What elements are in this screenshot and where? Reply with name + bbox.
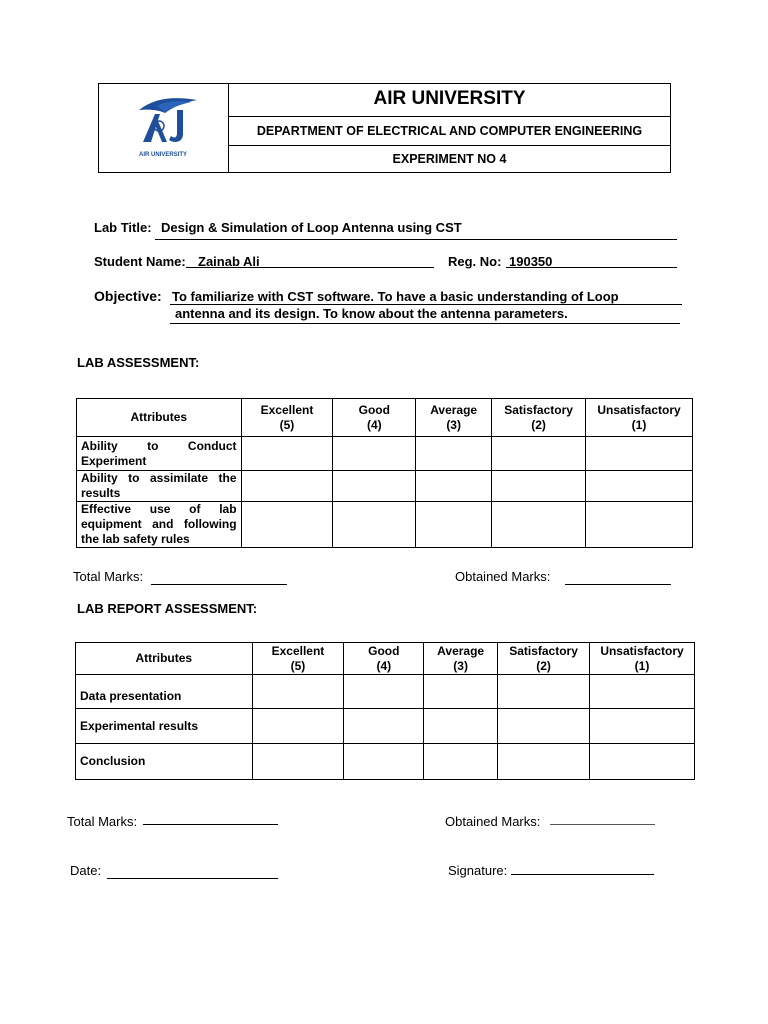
report-obtained-marks-underline[interactable] bbox=[550, 824, 655, 825]
report-total-marks-label: Total Marks: bbox=[67, 814, 138, 829]
column-header-satisfactory: Satisfactory (2) bbox=[498, 643, 590, 675]
column-header-excellent: Excellent (5) bbox=[252, 643, 344, 675]
score-cell[interactable] bbox=[424, 675, 498, 709]
table-row bbox=[76, 709, 695, 744]
lab-report-heading: LAB REPORT ASSESSMENT: bbox=[77, 601, 258, 616]
column-header-satisfactory: Satisfactory (2) bbox=[492, 399, 586, 437]
table-header-row bbox=[76, 643, 695, 675]
attribute-cell: Ability to Conduct Experiment bbox=[77, 437, 242, 471]
objective-underline-1 bbox=[170, 304, 682, 305]
score-cell[interactable] bbox=[424, 709, 498, 744]
lab-report-table bbox=[75, 642, 695, 780]
obtained-marks-underline[interactable] bbox=[565, 584, 671, 585]
column-header-good: Good (4) bbox=[344, 643, 424, 675]
obtained-marks-label: Obtained Marks: bbox=[455, 569, 551, 584]
objective-label: Objective: bbox=[94, 288, 162, 304]
score-cell[interactable] bbox=[333, 437, 416, 471]
score-cell[interactable] bbox=[586, 471, 693, 502]
score-cell[interactable] bbox=[586, 437, 693, 471]
reg-no-label: Reg. No: bbox=[448, 254, 502, 269]
column-header-good: Good (4) bbox=[333, 399, 416, 437]
objective-underline-2 bbox=[170, 323, 680, 324]
score-cell[interactable] bbox=[590, 675, 695, 709]
attribute-cell: Effective use of lab equipment and following the lab safety rules bbox=[77, 502, 242, 548]
column-header-excellent: Excellent (5) bbox=[241, 399, 333, 437]
attribute-cell: Ability to assimilate the results bbox=[77, 471, 242, 502]
score-cell[interactable] bbox=[333, 502, 416, 548]
score-cell[interactable] bbox=[252, 709, 344, 744]
lab-assessment-table bbox=[76, 398, 693, 548]
signature-underline[interactable] bbox=[511, 874, 654, 875]
report-obtained-marks-label: Obtained Marks: bbox=[445, 814, 541, 829]
score-cell[interactable] bbox=[590, 709, 695, 744]
score-cell[interactable] bbox=[344, 709, 424, 744]
logo-cell bbox=[99, 84, 229, 172]
table-row bbox=[77, 437, 693, 471]
score-cell[interactable] bbox=[590, 744, 695, 780]
column-header-average: Average (3) bbox=[416, 399, 492, 437]
total-marks-underline[interactable] bbox=[151, 584, 287, 585]
score-cell[interactable] bbox=[416, 437, 492, 471]
reg-no-value[interactable]: 190350 bbox=[509, 254, 553, 269]
score-cell[interactable] bbox=[498, 709, 590, 744]
column-header-attributes: Attributes bbox=[77, 399, 242, 437]
score-cell[interactable] bbox=[344, 675, 424, 709]
score-cell[interactable] bbox=[498, 744, 590, 780]
logo-text: AIR UNIVERSITY bbox=[138, 152, 188, 158]
lab-title-label: Lab Title: bbox=[94, 220, 152, 235]
score-cell[interactable] bbox=[492, 502, 586, 548]
column-header-unsatisfactory: Unsatisfactory (1) bbox=[586, 399, 693, 437]
student-name-underline bbox=[186, 267, 434, 268]
column-header-attributes: Attributes bbox=[76, 643, 253, 675]
university-name: AIR UNIVERSITY bbox=[229, 84, 670, 117]
objective-line-1: To familiarize with CST software. To have a basic understanding of Loop bbox=[172, 289, 619, 304]
objective-line-2: antenna and its design. To know about the antenna parameters. bbox=[175, 306, 568, 321]
column-header-average: Average (3) bbox=[424, 643, 498, 675]
attribute-cell: Data presentation bbox=[76, 675, 253, 709]
attribute-cell: Conclusion bbox=[76, 744, 253, 780]
total-marks-label: Total Marks: bbox=[73, 569, 144, 584]
table-header-row bbox=[77, 399, 693, 437]
column-header-unsatisfactory: Unsatisfactory (1) bbox=[590, 643, 695, 675]
date-underline[interactable] bbox=[107, 878, 278, 879]
score-cell[interactable] bbox=[344, 744, 424, 780]
reg-no-underline bbox=[506, 267, 677, 268]
table-row bbox=[77, 471, 693, 502]
score-cell[interactable] bbox=[498, 675, 590, 709]
air-university-logo bbox=[99, 84, 227, 172]
score-cell[interactable] bbox=[586, 502, 693, 548]
department-name: DEPARTMENT OF ELECTRICAL AND COMPUTER ENGINEERING bbox=[229, 117, 670, 146]
experiment-number: EXPERIMENT NO 4 bbox=[392, 152, 507, 166]
report-total-marks-underline[interactable] bbox=[143, 824, 278, 825]
student-name-value[interactable]: Zainab Ali bbox=[198, 254, 260, 269]
lab-title-underline bbox=[155, 239, 677, 240]
score-cell[interactable] bbox=[424, 744, 498, 780]
lab-title-value[interactable]: Design & Simulation of Loop Antenna using CST bbox=[161, 220, 462, 235]
header-box bbox=[98, 83, 671, 173]
score-cell[interactable] bbox=[241, 471, 333, 502]
score-cell[interactable] bbox=[241, 437, 333, 471]
student-name-label: Student Name: bbox=[94, 254, 186, 269]
table-row bbox=[76, 675, 695, 709]
score-cell[interactable] bbox=[492, 471, 586, 502]
score-cell[interactable] bbox=[416, 502, 492, 548]
score-cell[interactable] bbox=[241, 502, 333, 548]
score-cell[interactable] bbox=[416, 471, 492, 502]
attribute-cell: Experimental results bbox=[76, 709, 253, 744]
score-cell[interactable] bbox=[492, 437, 586, 471]
table-row bbox=[77, 502, 693, 548]
score-cell[interactable] bbox=[333, 471, 416, 502]
score-cell[interactable] bbox=[252, 675, 344, 709]
table-row bbox=[76, 744, 695, 780]
score-cell[interactable] bbox=[252, 744, 344, 780]
signature-label: Signature: bbox=[448, 863, 508, 878]
lab-assessment-heading: LAB ASSESSMENT: bbox=[77, 355, 200, 370]
date-label: Date: bbox=[70, 863, 102, 878]
